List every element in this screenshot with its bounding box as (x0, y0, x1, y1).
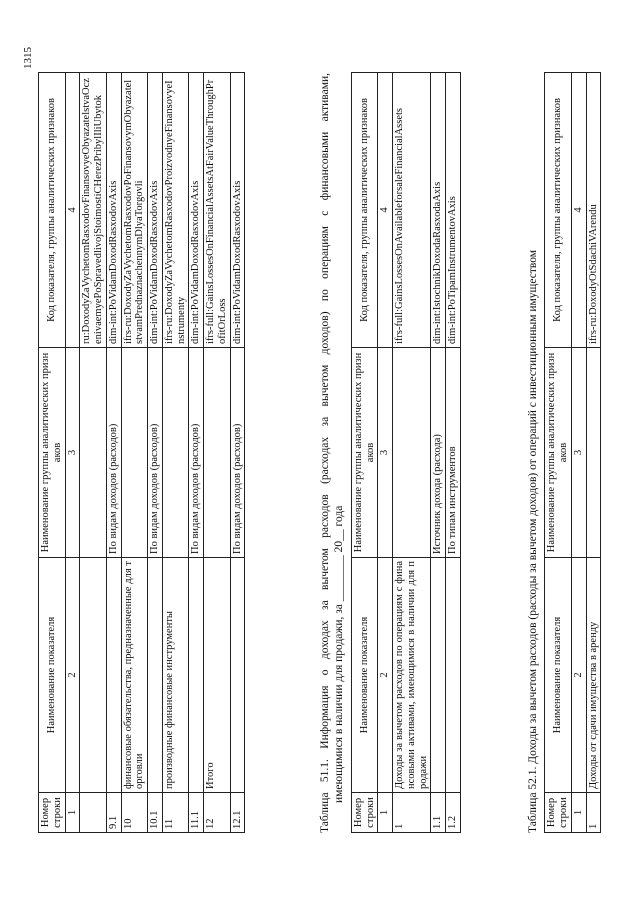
table-52-1-caption: Таблица 52.1. Доходы за вычетом расходов (расходы за вычетом доходов) от операций с инвестиционным имуществом (527, 249, 539, 833)
row-num: 12.1 (230, 793, 245, 833)
column-number-row (378, 73, 393, 833)
table-row (189, 73, 204, 833)
row-code: dim-int:PoTipamInstrumentovAxis (446, 73, 461, 348)
header-indicator-name: Наименование показателя (545, 558, 572, 793)
row-code: dim-int:PoVidamDoxodRasxodovAxis (148, 73, 163, 348)
row-name (446, 558, 461, 793)
header-code: Код показателя, группы аналитических признаков (39, 73, 66, 348)
page-number: 1315 (22, 47, 34, 69)
row-name (80, 558, 107, 793)
row-name: производные финансовые инструменты (162, 558, 189, 793)
row-name: Итого (204, 558, 231, 793)
row-code: ifrs-ru:DoxodyZaVychetomRasxodovPoFinansovymObyazatelstvamPrednaznachennymDlyaTorgovli (121, 73, 148, 348)
table-row (446, 73, 461, 833)
table-row (148, 73, 163, 833)
table-header-row (351, 73, 378, 833)
header-indicator-name: Наименование показателя (351, 558, 378, 793)
row-group: По видам доходов (расходов) (148, 348, 163, 558)
row-name (230, 558, 245, 793)
col-number: 4 (65, 73, 80, 348)
table-row (431, 73, 446, 833)
table-header-row (545, 73, 572, 833)
row-group (393, 348, 431, 558)
header-row-num: Номер строки (351, 793, 378, 833)
row-name: финансовые обязательства, предназначенные для торговли (121, 558, 148, 793)
col-number: 3 (378, 348, 393, 558)
row-name (431, 558, 446, 793)
row-group (586, 348, 601, 558)
table-52-1 (544, 72, 601, 833)
header-row-num: Номер строки (545, 793, 572, 833)
header-indicator-name: Наименование показателя (39, 558, 66, 793)
row-group (162, 348, 189, 558)
row-name: Доходы за вычетом расходов по операциям с финансовыми активами, имеющимися в наличии для продажи (393, 558, 431, 793)
table-row (204, 73, 231, 833)
table-gains-losses-fvtpl (38, 72, 245, 833)
table-continuation-block (38, 72, 245, 833)
row-num: 1.2 (446, 793, 461, 833)
table-header-row (39, 73, 66, 833)
header-group-name: Наименование группы аналитических признаков (351, 348, 378, 558)
col-number: 3 (65, 348, 80, 558)
header-group-name: Наименование группы аналитических признаков (545, 348, 572, 558)
row-num: 10 (121, 793, 148, 833)
header-row-num: Номер строки (39, 793, 66, 833)
row-name: Доходы от сдачи имущества в аренду (586, 558, 601, 793)
table-row (230, 73, 245, 833)
col-number: 2 (378, 558, 393, 793)
table-52-1-block (526, 72, 601, 833)
table-51-1 (351, 72, 461, 833)
table-row (121, 73, 148, 833)
col-number: 4 (378, 73, 393, 348)
row-code: dim-int:IstochnikDoxodaRasxodaAxis (431, 73, 446, 348)
row-num: 10.1 (148, 793, 163, 833)
row-num: 11 (162, 793, 189, 833)
row-num: 9.1 (106, 793, 121, 833)
row-code: ru:DoxodyZaVychetomRasxodovFinansovyeObyazatelstvaOczenivaemyePoSpravedlivojStoimostiCHerezPribylIliUbytok (80, 73, 107, 348)
row-name (189, 558, 204, 793)
table-row (106, 73, 121, 833)
col-number: 2 (571, 558, 586, 793)
caption-line: имеющимися в наличии для продажи, за ________ 20__ года (333, 505, 346, 803)
column-number-row (65, 73, 80, 833)
row-group: По видам доходов (расходов) (189, 348, 204, 558)
table-row (393, 73, 431, 833)
table-51-1-block (318, 72, 461, 833)
col-number: 1 (65, 793, 80, 833)
row-num: 11.1 (189, 793, 204, 833)
row-group (204, 348, 231, 558)
row-code: dim-int:PoVidamDoxodRasxodovAxis (230, 73, 245, 348)
row-code: ifrs-ru:DoxodyOtSdachiVArendu (586, 73, 601, 348)
col-number: 1 (571, 793, 586, 833)
table-row (586, 73, 601, 833)
col-number: 4 (571, 73, 586, 348)
row-code: dim-int:PoVidamDoxodRasxodovAxis (189, 73, 204, 348)
row-group (121, 348, 148, 558)
col-number: 3 (571, 348, 586, 558)
row-group (80, 348, 107, 558)
row-num: 12 (204, 793, 231, 833)
table-51-1-caption (318, 73, 347, 833)
header-code: Код показателя, группы аналитических признаков (351, 73, 378, 348)
row-code: ifrs-full:GainsLossesOnFinancialAssetsAtFairValueThroughProfitOrLoss (204, 73, 231, 348)
row-code: ifrs-ru:DoxodyZaVychetomRasxodovProizvodnyeFinansovyeInstrumenty (162, 73, 189, 348)
header-group-name: Наименование группы аналитических признаков (39, 348, 66, 558)
row-num: 1 (393, 793, 431, 833)
row-group: По видам доходов (расходов) (106, 348, 121, 558)
row-code: dim-int:PoVidamDoxodRasxodovAxis (106, 73, 121, 348)
header-code: Код показателя, группы аналитических признаков (545, 73, 572, 348)
row-code: ifrs-full:GainsLossesOnAvailableforsaleFinancialAssets (393, 73, 431, 348)
table-row (80, 73, 107, 833)
row-group: Источник дохода (расхода) (431, 348, 446, 558)
caption-line: Таблица 51.1. Информация о доходах за вычетом расходов (расходах за вычетом доходов) по операциям с финансовыми активами, (319, 73, 331, 833)
column-number-row (571, 73, 586, 833)
row-num: 1 (586, 793, 601, 833)
col-number: 1 (378, 793, 393, 833)
row-name (106, 558, 121, 793)
col-number: 2 (65, 558, 80, 793)
row-name (148, 558, 163, 793)
table-row (162, 73, 189, 833)
row-group: По видам доходов (расходов) (230, 348, 245, 558)
row-group: По типам инструментов (446, 348, 461, 558)
row-num: 1.1 (431, 793, 446, 833)
row-num (80, 793, 107, 833)
